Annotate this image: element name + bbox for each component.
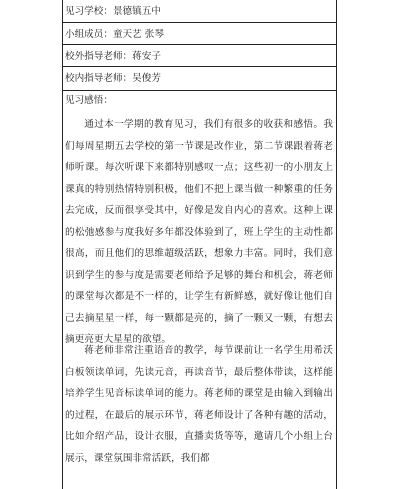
reflection-paragraph-2: 蒋老师非常注重语音的教学，每节课前让一名学生用希沃白板领读单词，先读元音，再读音节，最后整体带读，这样能培养学生见音标读单词的能力。蒋老师的课堂是由输入到输出的过程，在最后的展示环节，蒋老师设计了各种有趣的活动，比如介绍产品，设计衣服，直播卖货等等，邀请几个小组上台展示，课堂氛围非常活跃，我们都 bbox=[65, 345, 333, 464]
school-row bbox=[63, 0, 336, 22]
external-mentor-row bbox=[63, 44, 336, 66]
external-mentor-field: 校外指导老师：蒋安子 bbox=[65, 51, 161, 62]
reflection-paragraph-1: 通过本一学期的教育见习，我们有很多的收获和感悟。我们每周星期五去学校的第一节课是改作业，第二节课跟着蒋老师听课。每次听课下来都特别感叹一点；这些初一的小朋友上课真的特别热情特别积极，他们不把上课当做一种繁重的任务去完成，反而很享受其中，好像是发自内心的喜欢。这种上课的松弛感参与度我好多年都没体验到了，班上学生的主动性都很高，而且他们的思维超级活跃，想象力丰富。同时，我们意识到学生的参与度是需要老师给予足够的舞台和机会，蒋老师的课堂每次都是不一样的，让学生有新鲜感，就好像让他们自己去摘星星一样，每一颗都是亮的，摘了一颗又一颗，有想去摘更亮更大星星的欲望。 bbox=[65, 119, 333, 345]
school-field: 见习学校：景德镇五中 bbox=[65, 6, 161, 17]
internal-mentor-field: 校内指导老师：吴俊芳 bbox=[65, 73, 161, 84]
internal-mentor-row bbox=[63, 66, 336, 90]
members-field: 小组成员：童天艺 张琴 bbox=[65, 29, 164, 40]
members-row bbox=[63, 22, 336, 44]
document-table bbox=[62, 0, 337, 489]
reflection-row bbox=[63, 90, 336, 489]
reflection-label: 见习感悟： bbox=[65, 95, 113, 106]
